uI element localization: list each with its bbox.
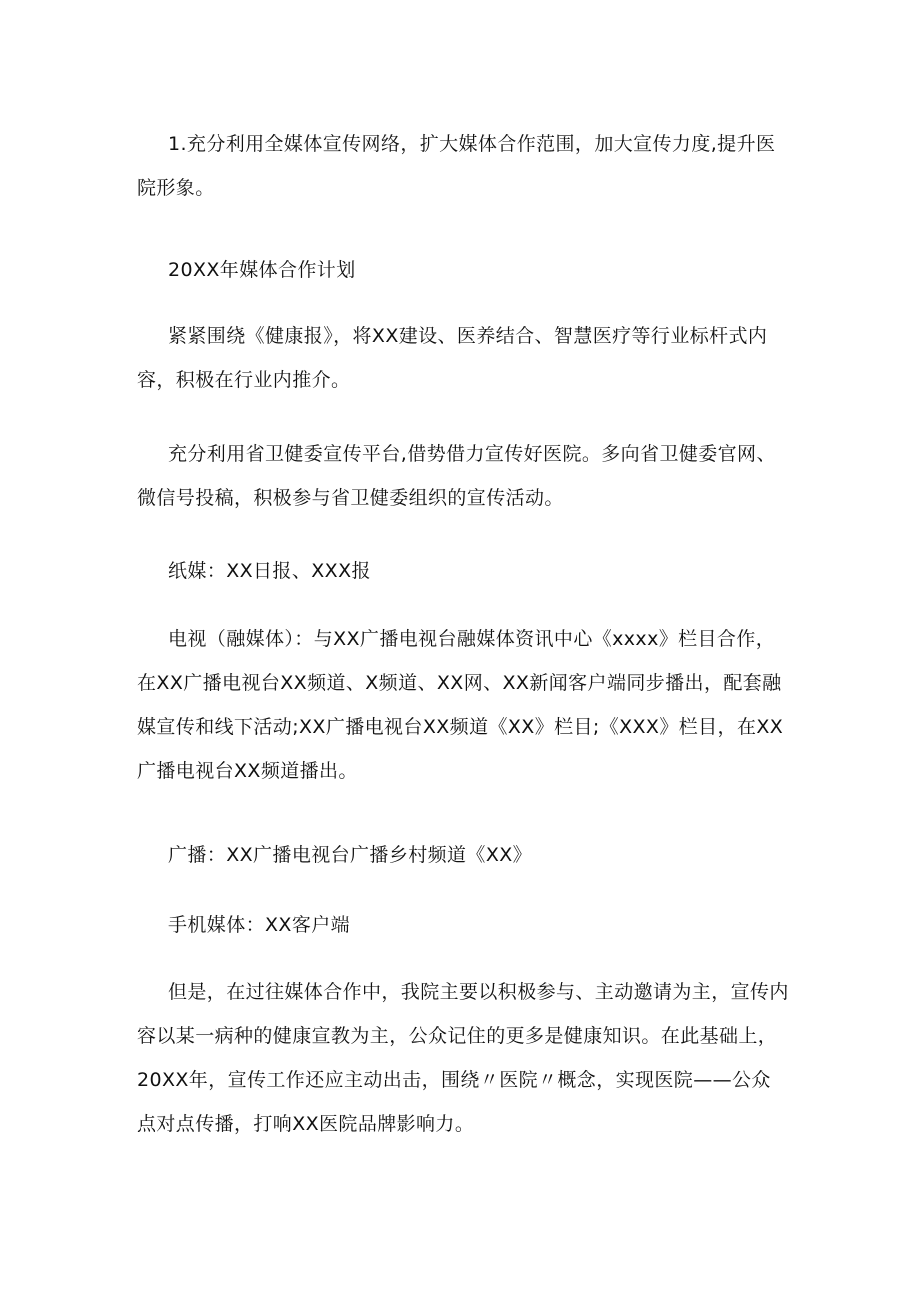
paragraph-mobile-media: 手机媒体：XX客户端 <box>168 914 351 936</box>
paragraph-print-media: 纸媒：XX日报、XXX报 <box>168 560 371 582</box>
paragraph-radio: 广播：XX广播电视台广播乡村频道《XX》 <box>168 844 533 866</box>
section-heading: 20XX年媒体合作计划 <box>168 259 356 281</box>
paragraph-goal: 1.充分利用全媒体宣传网络，扩大媒体合作范围，加大宣传力度,提升医院形象。 <box>137 133 776 199</box>
paragraph-summary: 但是，在过往媒体合作中，我院主要以积极参与、主动邀请为主，宣传内容以某一病种的健康宣教为主，公众记住的更多是健康知识。在此基础上，20XX年，宣传工作还应主动出击，围绕〃医院〃概念，实现医院——公众点对点传播，打响XX医院品牌影响力。 <box>137 981 789 1135</box>
paragraph-television: 电视（融媒体）：与XX广播电视台融媒体资讯中心《xxxx》栏目合作，在XX广播电视台XX频道、X频道、XX网、XX新闻客户端同步播出，配套融媒宣传和线下活动;XX广播电视台XX频道《XX》栏目;《XXX》栏目，在XX广播电视台XX频道播出。 <box>137 628 784 782</box>
paragraph-health-newspaper: 紧紧围绕《健康报》，将XX建设、医养结合、智慧医疗等行业标杆式内容，积极在行业内推介。 <box>137 325 768 391</box>
paragraph-provincial-platform: 充分利用省卫健委宣传平台,借势借力宣传好医院。多向省卫健委官网、微信号投稿，积极参与省卫健委组织的宣传活动。 <box>137 443 776 509</box>
